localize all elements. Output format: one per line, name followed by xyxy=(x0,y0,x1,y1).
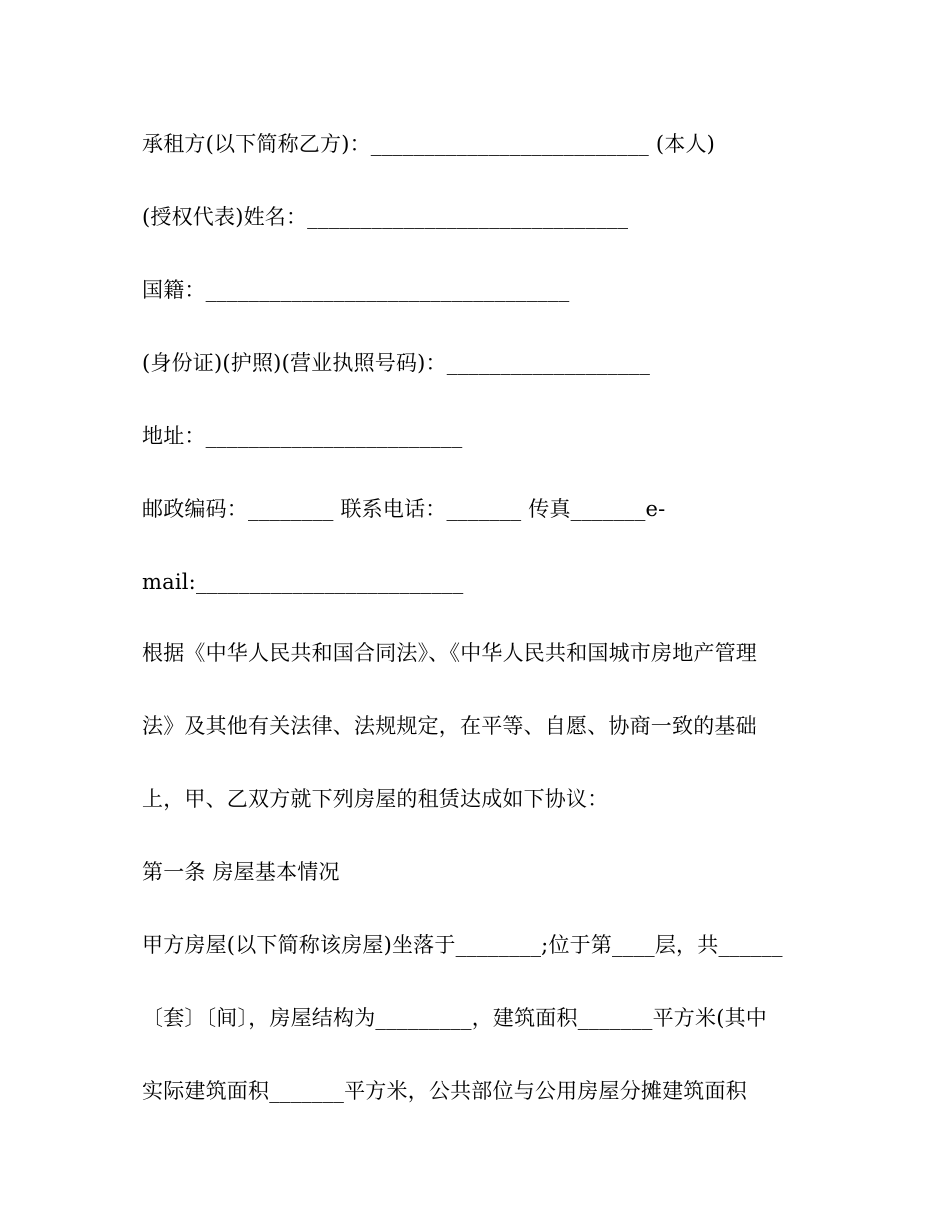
property-line-1: 甲方房屋(以下简称该房屋)坐落于________;位于第____层，共______ xyxy=(142,933,783,957)
article-one-heading: 第一条 房屋基本情况 xyxy=(142,860,340,884)
lessee-line: 承租方(以下简称乙方)：__________________________ (本人) xyxy=(142,132,716,156)
email-line: mail:_________________________ xyxy=(142,570,464,594)
body-paragraph-line-1: 根据《中华人民共和国合同法》、《中华人民共和国城市房地产管理 xyxy=(142,641,757,665)
nationality-line: 国籍：__________________________________ xyxy=(142,278,570,302)
body-paragraph-line-3: 上，甲、乙双方就下列房屋的租赁达成如下协议： xyxy=(142,787,609,811)
property-line-2: 〔套〕〔间〕，房屋结构为_________，建筑面积_______平方米(其中 xyxy=(142,1006,767,1030)
contact-line: 邮政编码：________ 联系电话：_______ 传真_______e- xyxy=(142,497,666,521)
id-number-line: (身份证)(护照)(营业执照号码)：___________________ xyxy=(142,351,651,375)
body-paragraph-line-2: 法》及其他有关法律、法规规定，在平等、自愿、协商一致的基础 xyxy=(142,714,757,738)
property-line-3: 实际建筑面积_______平方米，公共部位与公用房屋分摊建筑面积 xyxy=(142,1079,747,1103)
representative-name-line: (授权代表)姓名：______________________________ xyxy=(142,205,629,229)
address-line: 地址：________________________ xyxy=(142,424,463,448)
